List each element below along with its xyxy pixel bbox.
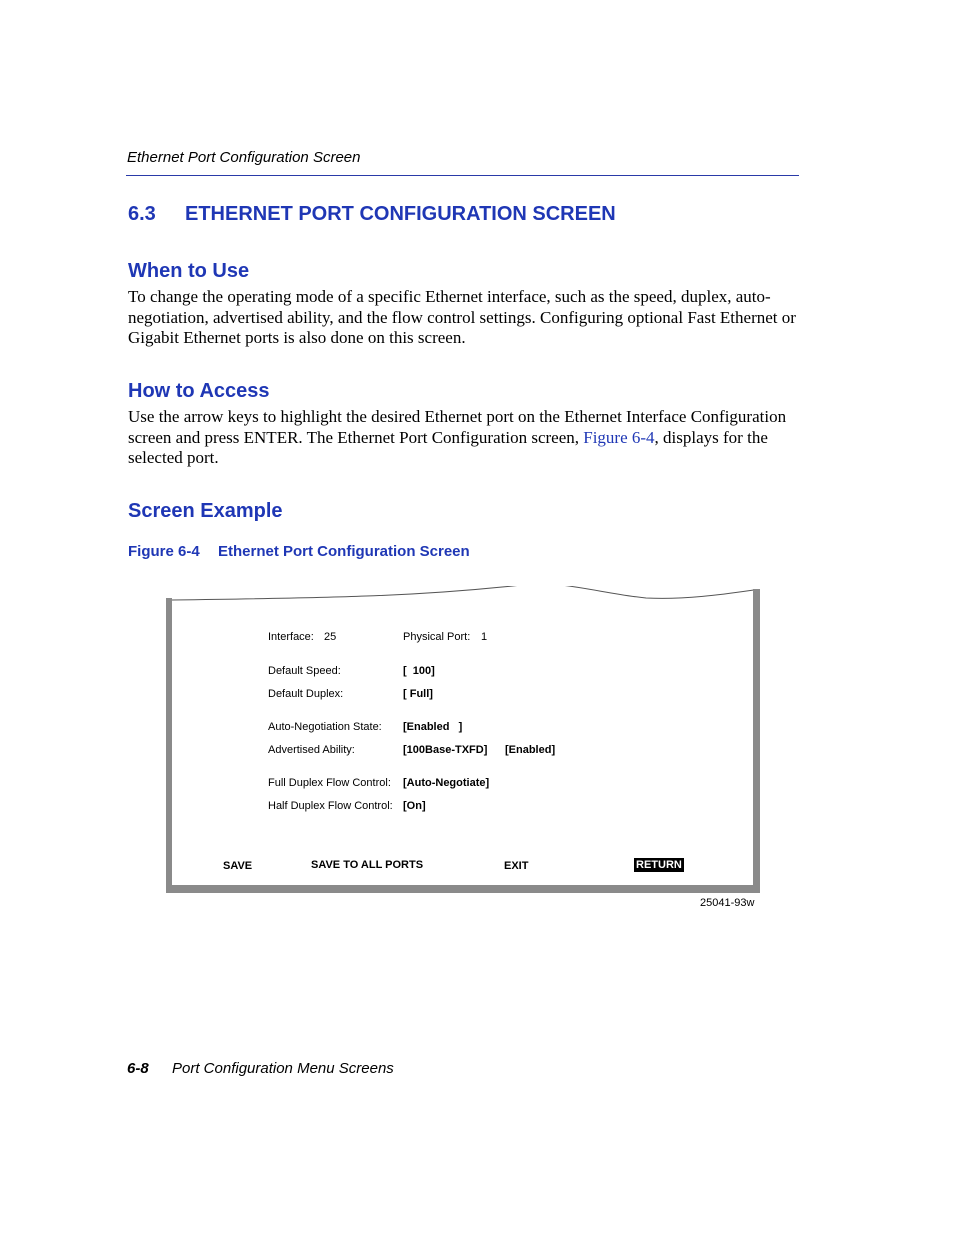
figure-id: 25041-93w — [700, 897, 755, 909]
screen-figure — [166, 586, 760, 893]
section-title: ETHERNET PORT CONFIGURATION SCREEN — [185, 203, 616, 225]
autoneg-state-label: Auto-Negotiation State: — [268, 721, 382, 733]
when-to-use-body: To change the operating mode of a specific Ethernet interface, such as the speed, duplex, auto-negotiation, advertised ability, and the flow control settings. Configuring optional Fast Ethernet or Gigabit Ethernet ports is also done on this screen. — [128, 287, 796, 347]
how-to-access-text-1: Use the arrow keys to highlight the desired Ethernet port on the Ethernet Interface Configuration screen and press ENTER. The Ethernet Port Configuration screen, — [128, 407, 787, 447]
header-rule — [126, 175, 799, 176]
save-to-all-ports-button[interactable]: SAVE TO ALL PORTS — [311, 859, 424, 871]
default-speed-label: Default Speed: — [268, 665, 341, 677]
default-duplex-label: Default Duplex: — [268, 688, 344, 700]
return-button[interactable]: RETURN — [636, 859, 682, 871]
page-number: 6-8 — [127, 1060, 149, 1077]
advertised-ability-field[interactable]: [100Base-TXFD] — [403, 744, 488, 756]
chapter-title: Port Configuration Menu Screens — [172, 1060, 394, 1077]
figure-link[interactable]: Figure 6-4 — [583, 427, 655, 447]
advertised-ability-label: Advertised Ability: — [268, 744, 355, 756]
section-number: 6.3 — [128, 203, 156, 225]
default-speed-field[interactable]: [ 100] — [403, 665, 435, 677]
page-footer — [127, 1060, 394, 1077]
full-duplex-flow-field[interactable]: [Auto-Negotiate] — [403, 777, 490, 789]
save-button[interactable]: SAVE — [223, 860, 253, 872]
half-duplex-flow-field[interactable]: [On] — [403, 800, 426, 812]
full-duplex-flow-label: Full Duplex Flow Control: — [268, 777, 391, 789]
advertised-ability-state-field[interactable]: [Enabled] — [505, 744, 556, 756]
when-to-use-heading: When to Use — [128, 260, 250, 282]
screen-example-heading: Screen Example — [128, 500, 283, 522]
how-to-access-body — [128, 407, 800, 469]
how-to-access-heading: How to Access — [128, 380, 270, 402]
exit-button[interactable]: EXIT — [504, 860, 529, 872]
figure-title: Ethernet Port Configuration Screen — [218, 543, 470, 560]
how-to-access-text-2: , displays for the selected port. — [128, 427, 768, 467]
running-header: Ethernet Port Configuration Screen — [127, 149, 361, 166]
figure-caption — [128, 543, 470, 560]
physical-port-value: 1 — [481, 631, 488, 643]
autoneg-state-field[interactable]: [Enabled ] — [403, 721, 463, 733]
interface-label: Interface: — [268, 631, 314, 643]
physical-port-label: Physical Port: — [403, 631, 471, 643]
interface-value: 25 — [324, 631, 337, 643]
half-duplex-flow-label: Half Duplex Flow Control: — [268, 800, 393, 812]
section-heading — [128, 203, 616, 226]
figure-number: Figure 6-4 — [128, 543, 200, 560]
default-duplex-field[interactable]: [ Full] — [403, 688, 433, 700]
